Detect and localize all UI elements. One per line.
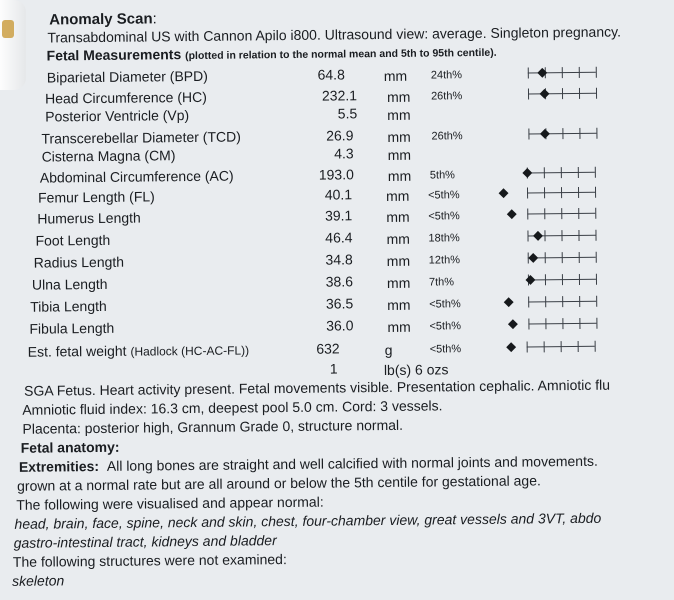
- measurement-label: Fibula Length: [29, 319, 115, 337]
- centile-plot-tick: [562, 88, 563, 99]
- fetal-anatomy-heading: Fetal anatomy:: [20, 438, 120, 456]
- measurement-label: Tibia Length: [30, 297, 107, 315]
- measurement-unit: mm: [387, 167, 412, 184]
- centile-plot-tick: [527, 341, 528, 352]
- centile-plot-tick: [545, 318, 546, 329]
- centile-plot: [488, 273, 596, 288]
- measurement-unit: mm: [386, 230, 410, 247]
- measurement-unit: mm: [387, 296, 411, 313]
- measurement-label: Radius Length: [33, 253, 125, 271]
- measurement-row: [42, 145, 354, 166]
- centile-marker: [508, 319, 518, 329]
- measurement-value: 193.0: [318, 166, 354, 183]
- visualised-line-2: gastro-intestinal tract, kidneys and bladder: [13, 532, 277, 551]
- measurement-centile: <5th%: [429, 320, 462, 333]
- centile-plot-tick: [528, 67, 529, 78]
- grown-line: grown at a normal rate but are all around or below the 5th centile for gestational age.: [17, 472, 541, 494]
- centile-plot-tick: [527, 230, 528, 241]
- centile-plot-tick: [545, 296, 546, 307]
- centile-marker: [504, 297, 514, 307]
- centile-plot: [487, 229, 595, 244]
- centile-plot-tick: [579, 88, 580, 99]
- centile-marker: [529, 253, 539, 263]
- measurement-value: 26.9: [326, 127, 354, 144]
- measurement-row: [47, 66, 345, 87]
- measurement-row: [32, 273, 353, 294]
- measurement-value: 632: [316, 340, 340, 357]
- measurements-note: (plotted in relation to the normal mean and 5th to 95th centile).: [185, 46, 497, 63]
- measurement-centile: <5th%: [429, 343, 462, 356]
- centile-plot: [488, 295, 596, 310]
- measurement-centile: 5th%: [429, 169, 456, 182]
- centile-plot-tick: [545, 274, 546, 285]
- centile-plot-tick: [561, 187, 562, 198]
- centile-plot-tick: [596, 274, 597, 285]
- measurement-unit: mm: [387, 128, 411, 145]
- centile-plot: [488, 87, 596, 102]
- measurement-value: 34.8: [325, 251, 353, 268]
- measurement-row: [28, 340, 340, 361]
- centile-plot-tick: [544, 187, 545, 198]
- measurement-unit: mm: [386, 88, 411, 105]
- centile-plot-tick: [578, 187, 579, 198]
- centile-plot-tick: [527, 187, 528, 198]
- measurement-unit: mm: [386, 252, 411, 269]
- centile-plot-tick: [562, 296, 563, 307]
- measurement-row: [40, 166, 354, 187]
- centile-plot-tick: [595, 167, 596, 178]
- centile-plot-tick: [562, 318, 563, 329]
- measurement-value: 38.6: [325, 273, 354, 290]
- measurement-value: 36.5: [325, 295, 354, 312]
- centile-plot: [487, 186, 595, 201]
- measurement-value: 36.0: [326, 317, 354, 334]
- measurement-centile: 24th%: [430, 69, 463, 82]
- centile-plot-tick: [596, 318, 597, 329]
- measurement-value: 64.8: [317, 66, 345, 83]
- centile-plot-tick: [595, 208, 596, 219]
- measurement-centile: 26th%: [431, 130, 463, 143]
- report-title: Anomaly Scan:: [49, 10, 157, 29]
- centile-marker: [522, 168, 532, 178]
- findings-placenta: Placenta: posterior high, Grannum Grade 0, structure normal.: [22, 416, 404, 437]
- measurement-unit: mm: [385, 187, 410, 204]
- centile-plot-tick: [579, 318, 580, 329]
- measurement-row: [29, 317, 353, 338]
- measurement-label: Transcerebellar Diameter (TCD): [41, 128, 241, 147]
- findings-amniotic: Amniotic fluid index: 16.3 cm, deepest pool 5.0 cm. Cord: 3 vessels.: [22, 397, 443, 418]
- extremities-text: All long bones are straight and well calcified with normal joints and movements.: [106, 452, 598, 474]
- weight-lb-value: 1: [329, 360, 338, 377]
- measurement-label: Abdominal Circumference (AC): [39, 167, 234, 186]
- measurement-label: Posterior Ventricle (Vp): [45, 107, 190, 125]
- measurement-row: [38, 186, 352, 207]
- centile-marker: [525, 275, 535, 285]
- measurement-unit: mm: [387, 318, 411, 335]
- report-subtitle: Transabdominal US with Cannon Apilo i800. Ultrasound view: average. Singleton pregnancy.: [47, 23, 622, 46]
- centile-plot-tick: [579, 128, 580, 139]
- centile-plot-tick: [596, 67, 597, 78]
- measurement-centile: <5th%: [428, 189, 460, 202]
- centile-plot-tick: [562, 67, 563, 78]
- measurement-unit: g: [384, 341, 393, 358]
- centile-plot-tick: [579, 296, 580, 307]
- centile-plot-tick: [544, 230, 545, 241]
- findings-sga: SGA Fetus. Heart activity present. Fetal movements visible. Presentation cephalic. Amniotic flu: [24, 376, 611, 399]
- centile-marker: [533, 231, 543, 241]
- measurement-centile: <5th%: [428, 210, 460, 223]
- measurement-centile: <5th%: [429, 298, 461, 311]
- measurement-unit: mm: [387, 146, 412, 163]
- measurement-value: 39.1: [324, 207, 353, 224]
- centile-plot: [488, 251, 596, 266]
- measurement-centile: 26th%: [430, 90, 463, 103]
- centile-plot-tick: [528, 88, 529, 99]
- measurement-value: 4.3: [334, 145, 354, 162]
- centile-plot-tick: [528, 296, 529, 307]
- centile-plot: [487, 207, 595, 222]
- centile-plot-tick: [527, 208, 528, 219]
- not-examined-heading: The following structures were not examined:: [12, 551, 287, 570]
- centile-plot-tick: [579, 252, 580, 263]
- centile-plot-tick: [545, 252, 546, 263]
- centile-plot-tick: [544, 167, 545, 178]
- centile-plot-tick: [561, 230, 562, 241]
- extremities-line: [19, 453, 598, 475]
- measurement-unit: mm: [387, 106, 411, 123]
- centile-plot: [487, 340, 595, 355]
- centile-plot: [488, 127, 596, 142]
- centile-plot-tick: [596, 252, 597, 263]
- centile-plot: [487, 166, 595, 181]
- measurement-label: Est. fetal weight: [27, 342, 127, 360]
- centile-plot-tick: [561, 208, 562, 219]
- measurement-unit: mm: [386, 208, 410, 225]
- measurement-label: Foot Length: [35, 231, 111, 249]
- measurement-label-sub: (Hadlock (HC-AC-FL)): [130, 343, 250, 359]
- measurement-centile: 12th%: [428, 254, 461, 267]
- measurement-row: [35, 229, 352, 250]
- measurement-unit: mm: [386, 274, 411, 291]
- measurement-label: Femur Length (FL): [37, 188, 155, 206]
- centile-plot-tick: [595, 341, 596, 352]
- centile-plot-tick: [544, 208, 545, 219]
- centile-plot-tick: [578, 167, 579, 178]
- centile-plot-tick: [578, 208, 579, 219]
- centile-plot-tick: [561, 341, 562, 352]
- centile-marker: [499, 188, 509, 198]
- measurement-value: 232.1: [321, 87, 358, 104]
- centile-marker: [538, 68, 548, 78]
- not-examined-item: skeleton: [12, 572, 65, 589]
- measurement-row: [37, 207, 352, 228]
- measurement-value: 5.5: [337, 105, 358, 122]
- centile-plot-tick: [596, 88, 597, 99]
- centile-plot-tick: [544, 341, 545, 352]
- centile-plot-tick: [561, 167, 562, 178]
- measurement-label-group: [28, 341, 250, 359]
- centile-plot-tick: [528, 128, 529, 139]
- centile-plot-tick: [578, 341, 579, 352]
- visualised-heading: The following were visualised and appear normal:: [16, 493, 324, 513]
- measurements-heading: Fetal Measurements (plotted in relation to the normal mean and 5th to 95th centile).: [46, 46, 497, 64]
- centile-marker: [539, 89, 549, 99]
- measurement-row: [30, 295, 353, 316]
- centile-plot: [488, 317, 596, 332]
- measurement-value: 46.4: [325, 229, 353, 246]
- centile-plot-tick: [579, 67, 580, 78]
- extremities-label: Extremities:: [18, 457, 100, 475]
- centile-plot-tick: [562, 274, 563, 285]
- centile-plot-tick: [595, 230, 596, 241]
- centile-plot-tick: [562, 128, 563, 139]
- centile-plot-tick: [528, 318, 529, 329]
- measurement-centile: 18th%: [428, 232, 460, 245]
- measurement-row: [34, 251, 353, 272]
- centile-plot-tick: [596, 128, 597, 139]
- measurement-value: 40.1: [324, 186, 353, 203]
- centile-marker: [507, 209, 517, 219]
- visualised-line-1: head, brain, face, spine, neck and skin, chest, four-chamber view, great vessels and 3VT, abdo: [14, 509, 602, 532]
- measurement-label: Ulna Length: [31, 275, 108, 293]
- weight-lb-unit: lb(s) 6 ozs: [383, 361, 449, 378]
- measurement-label: Biparietal Diameter (BPD): [46, 67, 208, 86]
- measurement-label: Humerus Length: [37, 209, 141, 227]
- centile-plot-tick: [595, 187, 596, 198]
- measurement-unit: mm: [383, 67, 408, 84]
- centile-plot-tick: [596, 296, 597, 307]
- measurement-label: Head Circumference (HC): [44, 88, 207, 107]
- measurement-row: [45, 105, 357, 126]
- centile-plot: [488, 66, 596, 81]
- measurement-label: Cisterna Magna (CM): [41, 147, 176, 165]
- centile-marker: [540, 129, 550, 139]
- centile-plot-tick: [579, 274, 580, 285]
- centile-plot-tick: [578, 230, 579, 241]
- measurement-centile: 7th%: [428, 276, 455, 289]
- centile-marker: [506, 342, 516, 352]
- centile-plot-tick: [562, 252, 563, 263]
